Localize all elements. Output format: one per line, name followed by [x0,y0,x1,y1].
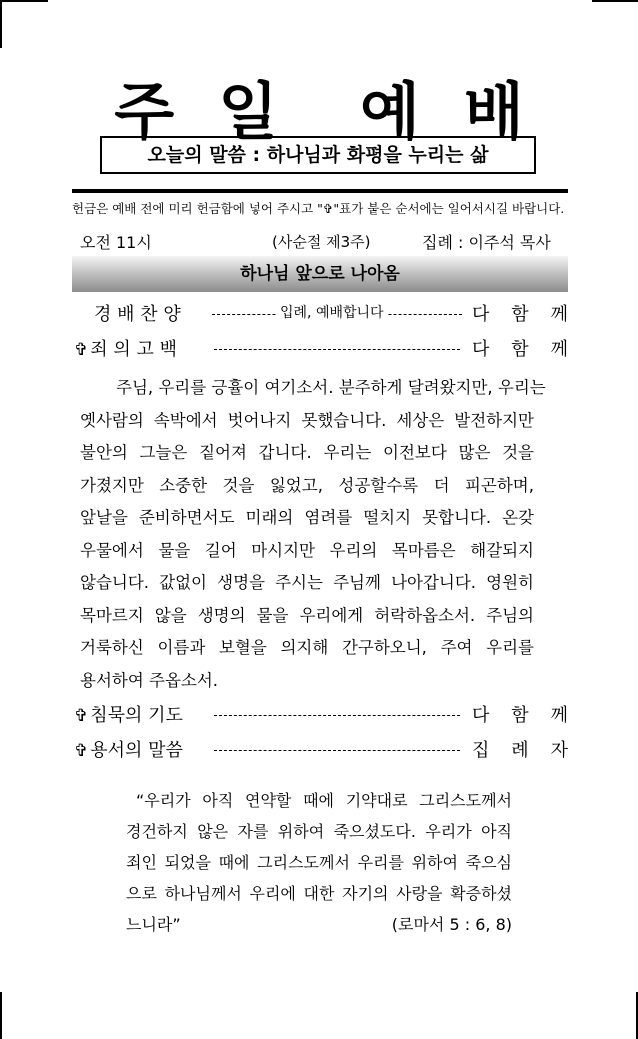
title-char: 예 [360,75,420,148]
service-time: 오전 11시 [80,233,152,252]
prayer-line: 목마르지 않을 생명의 물을 우리에게 허락하옵소서. 주님의 [80,605,534,625]
leader-char: 께 [550,705,568,726]
prayer-line: 옛사람의 속박에서 벗어나지 못했습니다. 세상은 발전하지만 [80,410,534,430]
prayer-line: 않습니다. 값없이 생명을 주시는 주님께 나아갑니다. 영원히 [80,573,534,592]
leader-char: 례 [511,740,529,761]
offering-notice: 헌금은 예배 전에 미리 헌금함에 넣어 주시고 "✞"표가 붙은 순서에는 일어서시길 바랍니다. [72,201,565,216]
prayer-line: 거룩하신 이름과 보혈을 의지해 간구하오니, 주여 우리를 [80,638,534,657]
leader-char: 자 [550,740,568,761]
order-leader [472,736,568,762]
order-name: 침묵의 기도 [90,705,183,726]
crop-mark-bottom-left [0,992,2,1039]
verse-line: “우리가 아직 연약할 때에 기약대로 그리스도께서 [136,791,512,810]
scripture-verse [126,785,512,940]
title-char: 주 [114,75,175,148]
leader-char: 함 [511,705,529,726]
leader-char: 께 [550,339,568,360]
order-leader [472,300,568,326]
confession-prayer [80,372,546,697]
prayer-line: 우물에서 물을 길어 마시지만 우리의 목마름은 해갈되지 [80,540,534,560]
order-row-worship [72,300,568,330]
stand-cross-icon: ✞ [74,340,89,360]
order-row-silent-prayer [72,701,568,731]
crop-mark-top-left [0,0,2,48]
order-row-forgiveness [72,736,568,766]
crop-mark-top-right [592,0,638,2]
todays-word: 오늘의 말씀 : 하나님과 화평을 누리는 삶 [147,144,489,166]
order-row-confession [72,335,568,365]
prayer-line: 주님, 우리를 긍휼이 여기소서. 분주하게 달려왔지만, 우리는 [116,378,546,397]
divider [72,189,568,193]
prayer-line: 앞날을 준비하면서도 미래의 염려를 떨치지 못합니다. 온갖 [80,508,534,527]
order-name: 용서의 말씀 [90,740,183,761]
verse-line: 경건하지 않은 자를 위하여 죽으셨도다. 우리가 아직 [126,822,512,841]
leader-char: 다 [472,705,490,726]
prayer-line: 가졌지만 소중한 것을 잃었고, 성공할수록 더 피곤하며, [80,475,534,495]
todays-word-box [100,136,536,174]
liturgical-season: (사순절 제3주) [272,233,371,251]
stand-cross-icon: ✞ [74,741,89,761]
order-leader [472,701,568,727]
verse-line: 으로 하나님께서 우리에 대한 자기의 사랑을 확증하셨 [126,884,512,903]
leader-char: 함 [511,339,529,360]
prayer-line: 용서하여 주옵소서. [80,670,219,690]
verse-line: 죄인 되었을 때에 그리스도께서 우리를 위하여 죽으심 [126,853,512,872]
order-note: 입례, 예배합니다 [276,302,388,322]
order-leader [472,335,568,361]
leader-char: 다 [472,304,490,325]
leader-char: 함 [511,304,529,325]
stand-cross-icon: ✞ [74,706,89,726]
leader-char: 다 [472,339,490,360]
prayer-line: 불안의 그늘은 짙어져 갑니다. 우리는 이전보다 많은 것을 [80,443,534,462]
leader-char: 께 [550,304,568,325]
verse-reference: (로마서 5 : 6, 8) [391,915,512,934]
crop-mark-top-left-h [0,0,48,2]
leader-char: 집 [472,740,490,761]
leader-dots [214,750,460,751]
order-name: 죄 의 고 백 [90,339,177,360]
section-title: 하나님 앞으로 나아옴 [240,264,400,284]
order-name: 경 배 찬 양 [94,304,181,325]
verse-line: 느니라” [126,915,181,934]
title-char: 배 [463,75,524,148]
title-char: 일 [218,75,278,148]
section-header [72,256,568,292]
officiant: 집례 : 이주석 목사 [422,233,551,252]
leader-dots [214,715,460,716]
leader-dots [214,349,460,350]
